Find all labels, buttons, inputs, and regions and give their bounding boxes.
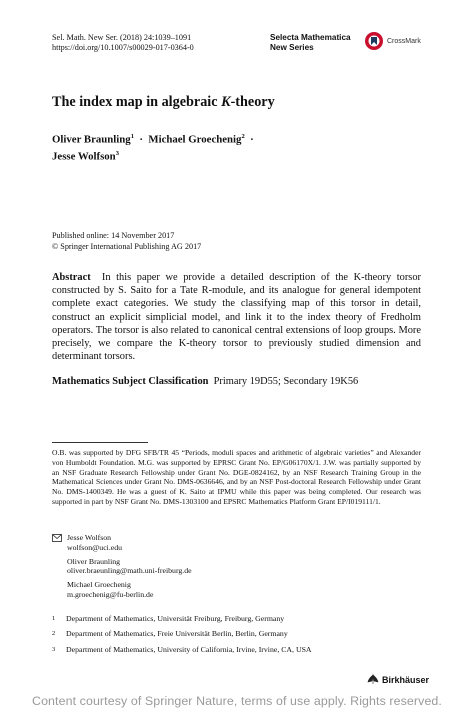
title-k: K	[221, 94, 231, 110]
contact-entry	[67, 557, 192, 577]
affiliation-text: Department of Mathematics, University of California, Irvine, Irvine, CA, USA	[66, 645, 312, 654]
contact-name: Oliver Braunling	[67, 556, 121, 566]
contact-email[interactable]: wolfson@uci.edu	[67, 542, 123, 552]
affiliation-number: 2	[52, 630, 56, 637]
author-2-affil: 2	[241, 133, 245, 140]
copyright-line: © Springer International Publishing AG 2017	[52, 241, 202, 251]
contact-email[interactable]: m.groechenig@fu-berlin.de	[67, 589, 154, 599]
series-line-2: New Series	[270, 43, 314, 53]
affiliation-2	[52, 629, 288, 639]
abstract	[52, 271, 421, 363]
publisher-name: Birkhäuser	[382, 674, 430, 685]
affiliation-text: Department of Mathematics, Universität Freiburg, Freiburg, Germany	[66, 614, 285, 623]
affiliation-text: Department of Mathematics, Freie Universität Berlin, Berlin, Germany	[66, 629, 288, 638]
contact-name: Jesse Wolfson	[67, 533, 112, 542]
msc-line	[52, 376, 358, 387]
publisher-mark	[367, 674, 429, 685]
contact-name: Michael Groechenig	[67, 580, 131, 590]
title-suffix: -theory	[230, 94, 275, 110]
birkhauser-logo-icon	[367, 674, 379, 685]
contact-email[interactable]: oliver.braeunling@math.uni-freiburg.de	[67, 566, 192, 576]
author-2[interactable]: Michael Groechenig	[148, 133, 242, 146]
contact-entry	[67, 533, 192, 553]
author-separator: ·	[250, 133, 254, 146]
msc-label: Mathematics Subject Classification	[52, 376, 209, 387]
paper-title	[52, 94, 275, 111]
journal-citation: Sel. Math. New Ser. (2018) 24:1039–1091	[52, 33, 192, 42]
msc-value: Primary 19D55; Secondary 19K56	[213, 376, 359, 387]
series-name	[270, 33, 351, 54]
author-1[interactable]: Oliver Braunling	[52, 133, 131, 146]
affiliation-number: 3	[52, 646, 56, 653]
author-3[interactable]: Jesse Wolfson	[52, 150, 116, 163]
contact-block	[52, 533, 192, 604]
published-date: Published online: 14 November 2017	[52, 231, 175, 240]
abstract-label: Abstract	[52, 272, 91, 283]
crossmark-badge[interactable]	[364, 30, 444, 52]
author-3-affil: 3	[115, 149, 119, 157]
envelope-icon	[52, 534, 62, 542]
series-line-1: Selecta Mathematica	[270, 33, 351, 42]
crossmark-label: CrossMark	[387, 37, 421, 45]
contact-entry	[67, 580, 192, 600]
affiliation-number: 1	[52, 615, 56, 622]
doi-link[interactable]: https://doi.org/10.1007/s00029-017-0364-0	[52, 43, 194, 53]
author-1-affil: 1	[130, 133, 134, 140]
footnote-rule	[52, 442, 148, 443]
publication-info	[52, 231, 201, 252]
funding-footnote: O.B. was supported by DFG SFB/TR 45 “Periods, moduli spaces and arithmetic of algebraic varieties” and Alexander von Humboldt Foundation. M.G. was supported by EPRSC Grant No. EP/G06170X/1. J.W. was partially supported by an NSF Graduate Research Fellowship under Grant No. DGE-0824162, by an NSF Research Training Group in the Mathematical Sciences under Grant No. DMS-0636646, and by an NSF Post-doctoral Research Fellowship under Grant No. DMS-1400349. He was a guest of K. Saito at IPMU while this paper was being completed. Our research was supported in part by NSF Grant No. DMS-1303100 and EPSRC Mathematics Platform Grant EP/I019111/1.	[52, 448, 421, 506]
abstract-text: In this paper we provide a detailed description of the K-theory torsor constructed by S. Saito for a Tate R-module, and its analogue for general idempotent complete exact categories. We study the classifying map of this torsor in detail, construct an explicit simplicial model, and link it to the index theory of Fredholm operators. The torsor is also related to canonical central extensions of loop groups. More precisely, we compare the K-theory torsor to previously studied dimension and determinant torsors.	[52, 272, 421, 363]
author-separator: ·	[139, 133, 143, 146]
affiliation-3	[52, 645, 312, 655]
title-main: The index map in algebraic	[52, 94, 222, 110]
courtesy-notice: Content courtesy of Springer Nature, terms of use apply. Rights reserved.	[32, 694, 442, 708]
journal-header	[52, 33, 194, 54]
author-list	[52, 130, 254, 163]
affiliation-1	[52, 614, 284, 624]
crossmark-icon	[364, 31, 384, 51]
